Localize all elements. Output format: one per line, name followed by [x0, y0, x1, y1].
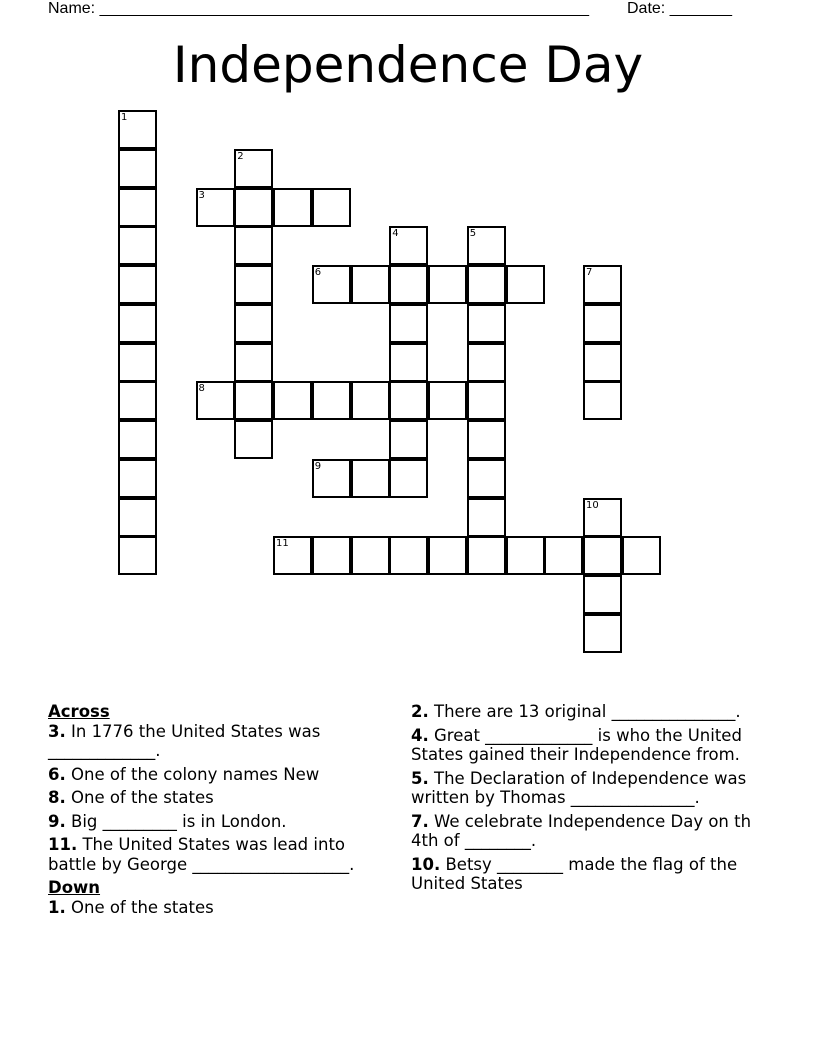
- grid-cell[interactable]: [273, 381, 312, 420]
- page-title: Independence Day: [172, 36, 644, 94]
- grid-cell[interactable]: [118, 149, 157, 188]
- grid-cell[interactable]: [234, 188, 273, 227]
- clue-text: One of the colony names New: [65, 764, 320, 784]
- clue-number: 3.: [48, 721, 66, 741]
- grid-cell[interactable]: [351, 265, 390, 304]
- clue-across-8: [48, 788, 388, 808]
- grid-cell[interactable]: [312, 381, 351, 420]
- grid-cell[interactable]: [351, 536, 390, 575]
- grid-cell[interactable]: [428, 536, 467, 575]
- clue-number: 11.: [48, 835, 78, 854]
- grid-cell[interactable]: [118, 536, 157, 575]
- grid-cell[interactable]: [467, 459, 506, 498]
- cell-number: 2: [237, 150, 244, 162]
- grid-cell[interactable]: [622, 536, 661, 575]
- clues-right-column: [411, 702, 756, 898]
- clue-down-4: [411, 726, 756, 765]
- grid-cell[interactable]: [583, 498, 622, 537]
- grid-cell[interactable]: [312, 459, 351, 498]
- grid-cell[interactable]: [467, 381, 506, 420]
- grid-cell[interactable]: [583, 614, 622, 653]
- grid-cell[interactable]: [118, 265, 157, 304]
- clue-number: 10.: [411, 854, 441, 874]
- grid-cell[interactable]: [118, 420, 157, 459]
- clue-number: 7.: [411, 811, 429, 831]
- cell-number: 8: [198, 383, 205, 395]
- grid-cell[interactable]: [428, 381, 467, 420]
- grid-cell[interactable]: [312, 265, 351, 304]
- grid-cell[interactable]: [118, 498, 157, 537]
- grid-cell[interactable]: [506, 265, 545, 304]
- clue-number: 5.: [411, 768, 429, 788]
- grid-cell[interactable]: [312, 536, 351, 575]
- cell-number: 1: [121, 112, 128, 123]
- grid-cell[interactable]: [467, 265, 506, 304]
- grid-cell[interactable]: [544, 536, 583, 575]
- grid-cell[interactable]: [234, 226, 273, 265]
- grid-cell[interactable]: [389, 420, 428, 459]
- clue-number: 4.: [411, 725, 429, 745]
- clue-text: In 1776 the United States was _____________.: [48, 721, 321, 760]
- date-field[interactable]: Date: _______: [627, 0, 732, 17]
- clue-down-7: [411, 812, 756, 851]
- grid-cell[interactable]: [467, 226, 506, 265]
- grid-cell[interactable]: [583, 536, 622, 575]
- across-heading: Across: [48, 702, 110, 721]
- grid-cell[interactable]: [389, 343, 428, 382]
- grid-cell[interactable]: [583, 304, 622, 343]
- grid-cell[interactable]: [196, 381, 235, 420]
- clue-across-11: [48, 835, 388, 874]
- clue-text: We celebrate Independence Day on th 4th of ________.: [411, 811, 752, 850]
- clue-number: 8.: [48, 788, 66, 807]
- grid-cell[interactable]: [118, 343, 157, 382]
- cell-number: 7: [586, 267, 593, 278]
- grid-cell[interactable]: [467, 343, 506, 382]
- clue-across-6: [48, 765, 388, 785]
- clue-text: The United States was lead into battle by George ___________________.: [48, 835, 355, 874]
- grid-cell[interactable]: [389, 536, 428, 575]
- grid-cell[interactable]: [234, 149, 273, 188]
- grid-cell[interactable]: [467, 536, 506, 575]
- grid-cell[interactable]: [118, 381, 157, 420]
- name-field[interactable]: Name: _______________________________________________________: [48, 0, 589, 17]
- grid-cell[interactable]: [234, 381, 273, 420]
- clue-down-1: [48, 898, 388, 918]
- grid-cell[interactable]: [389, 265, 428, 304]
- grid-cell[interactable]: [428, 265, 467, 304]
- grid-cell[interactable]: [273, 536, 312, 575]
- clue-down-2: [411, 702, 756, 722]
- clues-left-column: [48, 702, 388, 921]
- grid-cell[interactable]: [467, 304, 506, 343]
- cell-number: 5: [469, 228, 477, 240]
- grid-cell[interactable]: [389, 381, 428, 420]
- grid-cell[interactable]: [234, 304, 273, 343]
- clue-text: Big _________ is in London.: [65, 811, 287, 831]
- clue-down-10: [411, 855, 756, 894]
- grid-cell[interactable]: [583, 381, 622, 420]
- grid-cell[interactable]: [234, 343, 273, 382]
- grid-cell[interactable]: [506, 536, 545, 575]
- grid-cell[interactable]: [118, 188, 157, 227]
- grid-cell[interactable]: [196, 188, 235, 227]
- clue-number: 1.: [48, 897, 66, 917]
- grid-cell[interactable]: [273, 188, 312, 227]
- cell-number: 3: [198, 189, 205, 201]
- cell-number: 10: [586, 499, 599, 511]
- cell-number: 11: [276, 538, 289, 550]
- grid-cell[interactable]: [312, 188, 351, 227]
- clue-number: 2.: [411, 702, 429, 721]
- grid-cell[interactable]: [583, 265, 622, 304]
- down-heading: Down: [48, 878, 101, 897]
- cell-number: 9: [314, 460, 322, 472]
- clue-down-5: [411, 769, 756, 808]
- grid-cell[interactable]: [118, 110, 157, 149]
- grid-cell[interactable]: [118, 459, 157, 498]
- cell-number: 6: [314, 267, 322, 278]
- clue-text: Great _____________ is who the United States gained their Independence from.: [411, 725, 742, 764]
- clue-text: The Declaration of Independence was written by Thomas _______________.: [411, 768, 747, 807]
- clue-number: 6.: [48, 764, 66, 784]
- grid-cell[interactable]: [234, 265, 273, 304]
- clue-number: 9.: [48, 811, 66, 831]
- cell-number: 4: [392, 228, 399, 240]
- grid-cell[interactable]: [583, 343, 622, 382]
- clue-across-3: [48, 722, 388, 761]
- grid-cell[interactable]: [467, 498, 506, 537]
- grid-cell[interactable]: [118, 304, 157, 343]
- grid-cell[interactable]: [389, 226, 428, 265]
- grid-cell[interactable]: [118, 226, 157, 265]
- clue-text: Betsy ________ made the flag of the United States: [411, 854, 738, 893]
- grid-cell[interactable]: [467, 420, 506, 459]
- clue-across-9: [48, 812, 388, 832]
- grid-cell[interactable]: [351, 459, 390, 498]
- clue-text: There are 13 original _______________.: [428, 702, 741, 721]
- clue-text: One of the states: [65, 788, 214, 807]
- grid-cell[interactable]: [389, 304, 428, 343]
- grid-cell[interactable]: [351, 381, 390, 420]
- clue-text: One of the states: [65, 897, 214, 917]
- grid-cell[interactable]: [389, 459, 428, 498]
- grid-cell[interactable]: [234, 420, 273, 459]
- grid-cell[interactable]: [583, 575, 622, 614]
